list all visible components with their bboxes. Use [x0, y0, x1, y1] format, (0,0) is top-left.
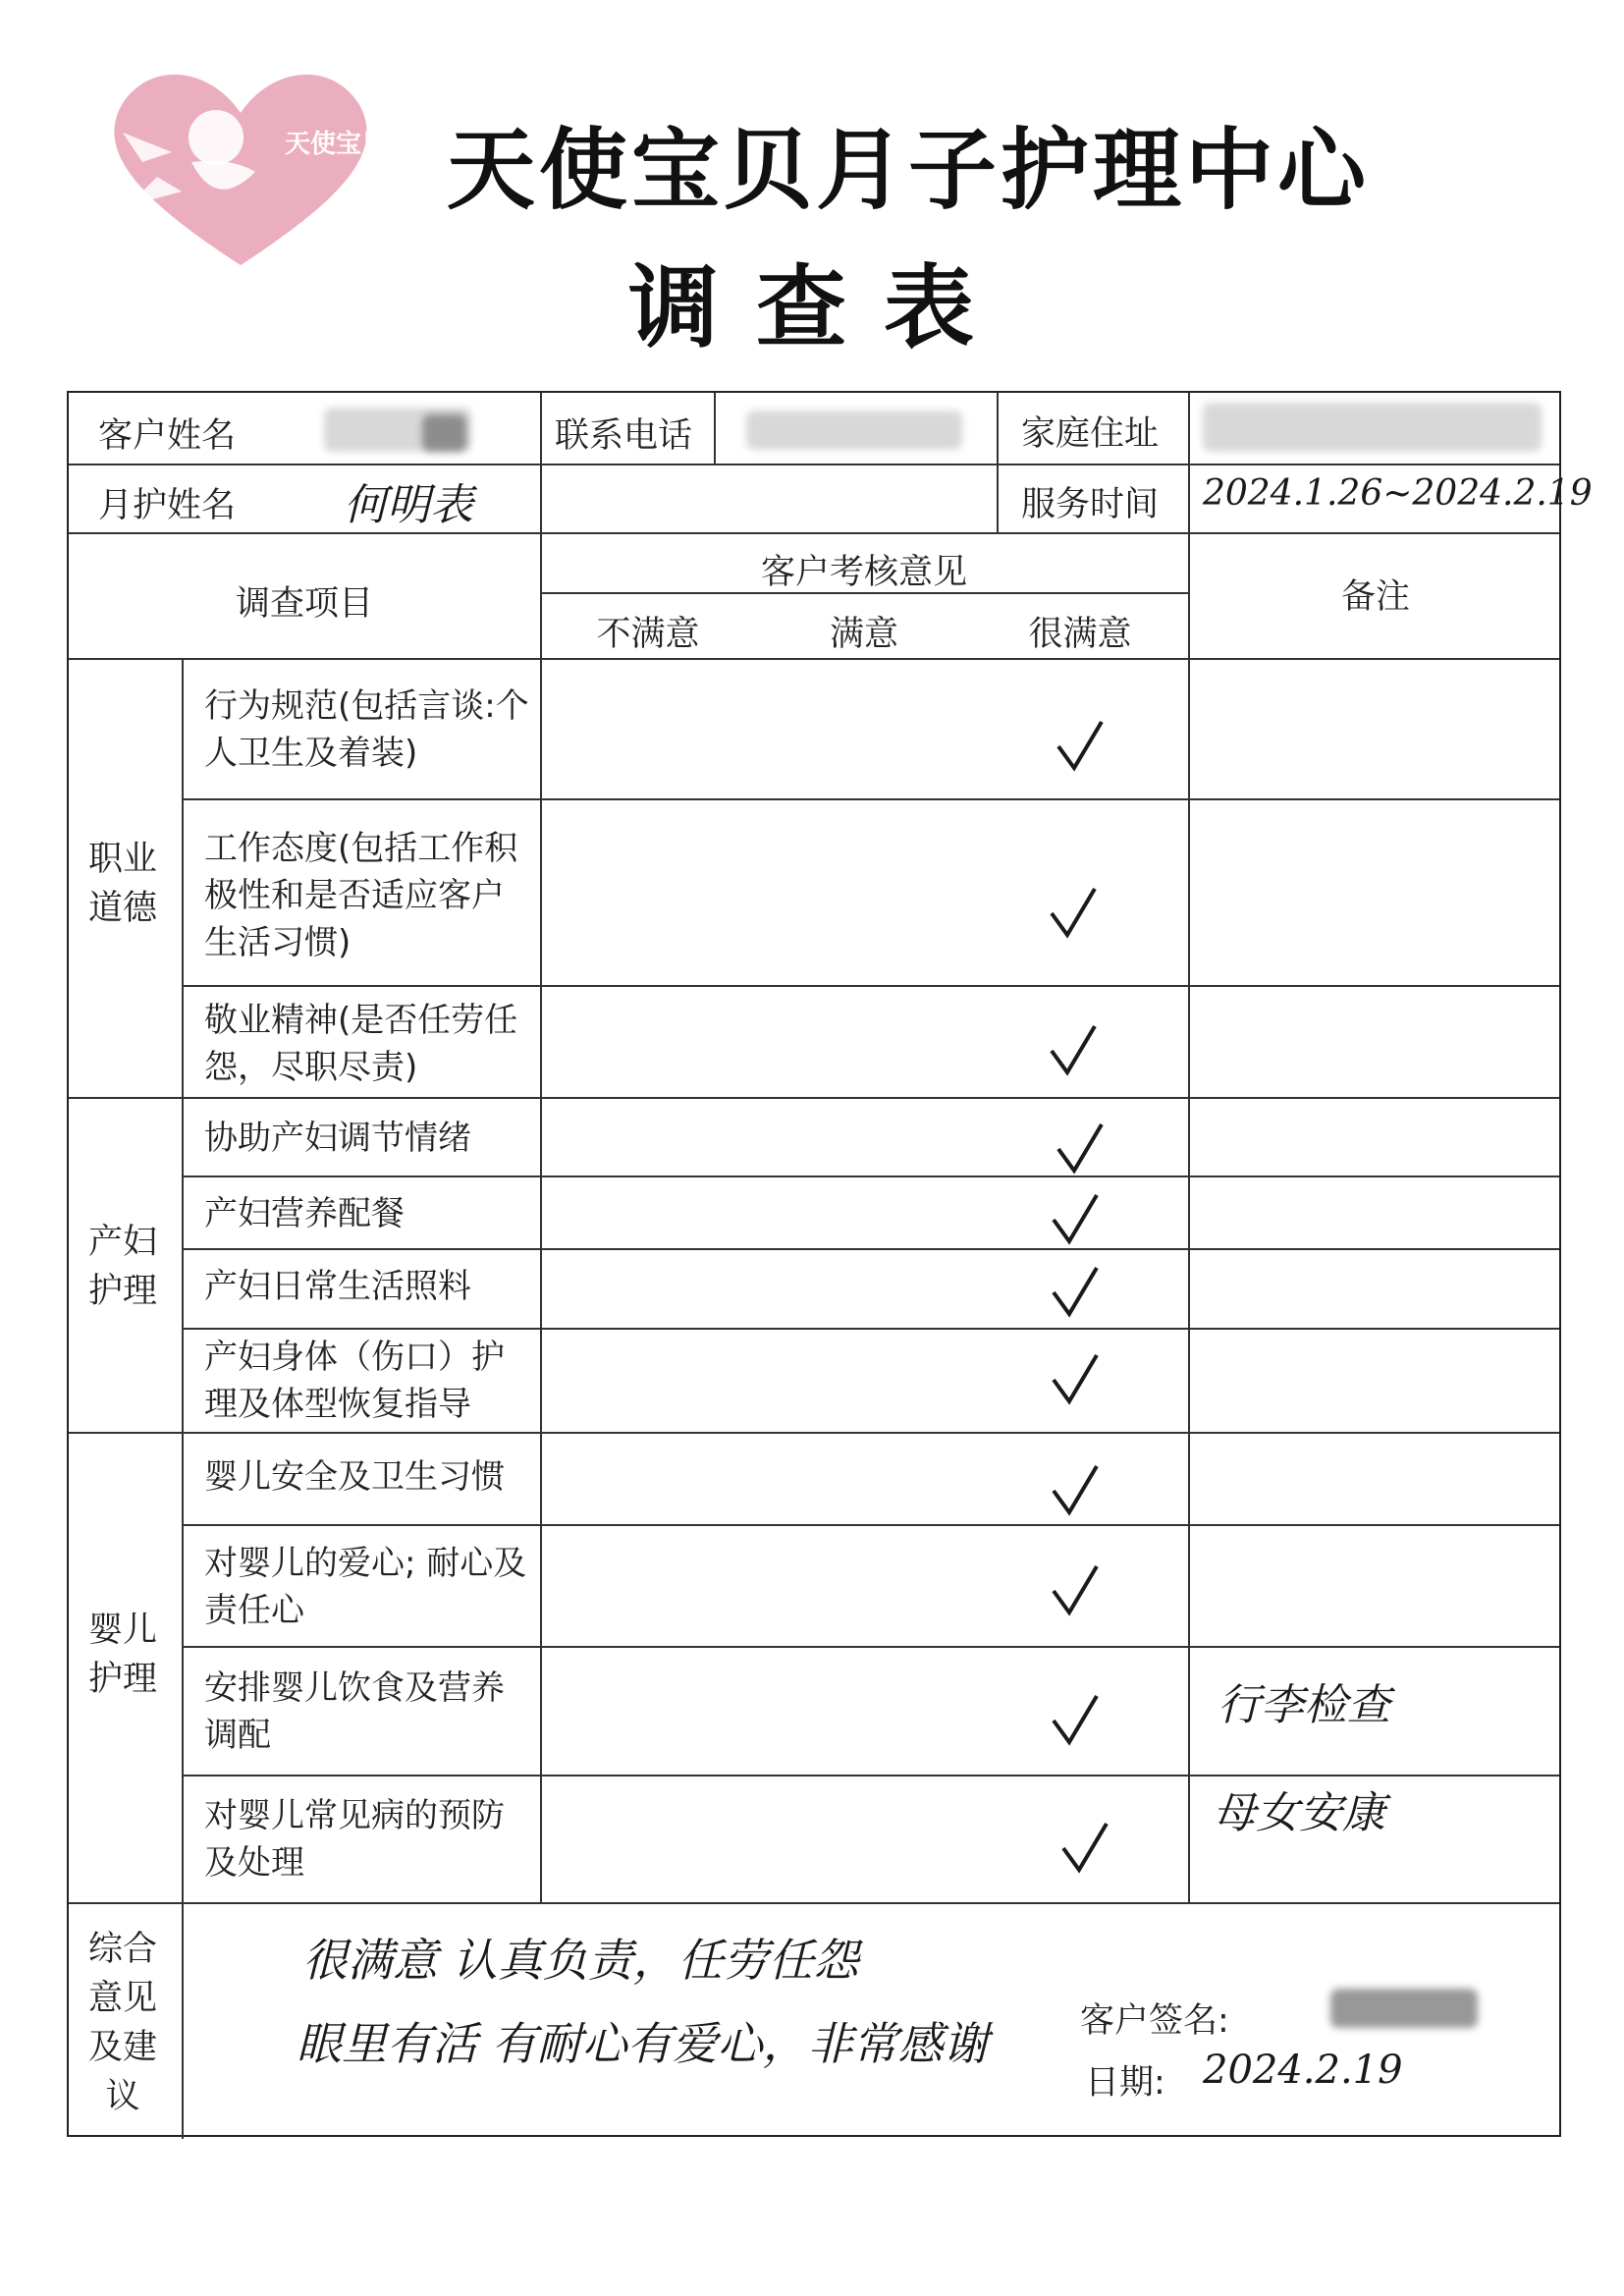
check-mark-icon	[1046, 1263, 1105, 1322]
item-5: 产妇营养配餐	[204, 1194, 405, 1233]
item-1: 行为规范(包括言谈:个人卫生及着装)	[204, 686, 529, 773]
angel-heart-logo-icon	[83, 54, 398, 280]
service-time-label: 服务时间	[1021, 485, 1160, 524]
logo-text	[285, 130, 387, 159]
category-maternal: 产妇护理	[87, 1223, 157, 1311]
satisfied-header: 满意	[829, 615, 898, 654]
phone-label: 联系电话	[555, 416, 693, 456]
check-mark-icon	[1051, 1120, 1110, 1178]
remark-10: 行李检查	[1218, 1680, 1390, 1730]
item-10: 安排婴儿饮食及营养调配	[204, 1668, 505, 1755]
summary-line-1: 很满意 认真负责，任劳任怨	[302, 1934, 859, 1987]
phone-redacted	[746, 410, 962, 450]
summary-line-2: 眼里有活 有耐心有爱心，非常感谢	[297, 2017, 989, 2070]
check-mark-icon	[1051, 717, 1110, 776]
item-6: 产妇日常生活照料	[204, 1267, 471, 1306]
page-subtitle: 调查表	[628, 255, 1012, 360]
check-mark-icon	[1046, 1190, 1105, 1249]
check-mark-icon	[1046, 1461, 1105, 1520]
svg-text:天使宝贝: 天使宝贝	[285, 130, 388, 159]
item-9: 对婴儿的爱心; 耐心及责任心	[204, 1544, 527, 1630]
customer-name-redacted-mark	[422, 414, 466, 452]
very-satisfied-header: 很满意	[1028, 615, 1132, 654]
category-infant: 婴儿护理	[87, 1611, 157, 1699]
customer-name-label: 客户姓名	[97, 416, 236, 456]
nurse-name-label: 月护姓名	[97, 486, 236, 525]
nurse-name-value: 何明表	[344, 480, 473, 530]
unsatisfied-header: 不满意	[596, 615, 700, 654]
item-2: 工作态度(包括工作积极性和是否适应客户生活习惯)	[204, 829, 518, 962]
address-redacted	[1203, 403, 1542, 452]
page-title: 天使宝贝月子护理中心	[447, 119, 1370, 222]
assessment-header: 客户考核意见	[760, 553, 967, 592]
check-mark-icon	[1044, 1021, 1103, 1080]
date-value: 2024.2.19	[1203, 2048, 1403, 2093]
item-7: 产妇身体（伤口）护理及体型恢复指导	[204, 1338, 505, 1424]
address-label: 家庭住址	[1021, 414, 1160, 454]
item-8: 婴儿安全及卫生习惯	[204, 1457, 505, 1497]
date-label: 日期:	[1085, 2063, 1165, 2103]
item-11: 对婴儿常见病的预防及处理	[204, 1796, 505, 1883]
item-4: 协助产妇调节情绪	[204, 1119, 471, 1158]
check-mark-icon	[1046, 1561, 1105, 1620]
service-time-value: 2024.1.26~2024.2.19	[1203, 473, 1593, 514]
remark-11: 母女安康	[1213, 1788, 1385, 1838]
signature-redacted	[1330, 1989, 1478, 2028]
category-summary: 综合意见及建议	[87, 1930, 157, 2116]
remarks-header: 备注	[1340, 577, 1410, 617]
check-mark-icon	[1046, 1691, 1105, 1750]
category-ethics: 职业道德	[87, 840, 157, 928]
check-mark-icon	[1044, 884, 1103, 943]
check-mark-icon	[1046, 1350, 1105, 1409]
survey-form	[67, 391, 1593, 2137]
check-mark-icon	[1056, 1819, 1114, 1878]
item-3: 敬业精神(是否任劳任怨，尽职尽责)	[204, 1001, 518, 1087]
signature-label: 客户签名:	[1080, 2001, 1229, 2041]
item-column-header: 调查项目	[235, 584, 373, 624]
